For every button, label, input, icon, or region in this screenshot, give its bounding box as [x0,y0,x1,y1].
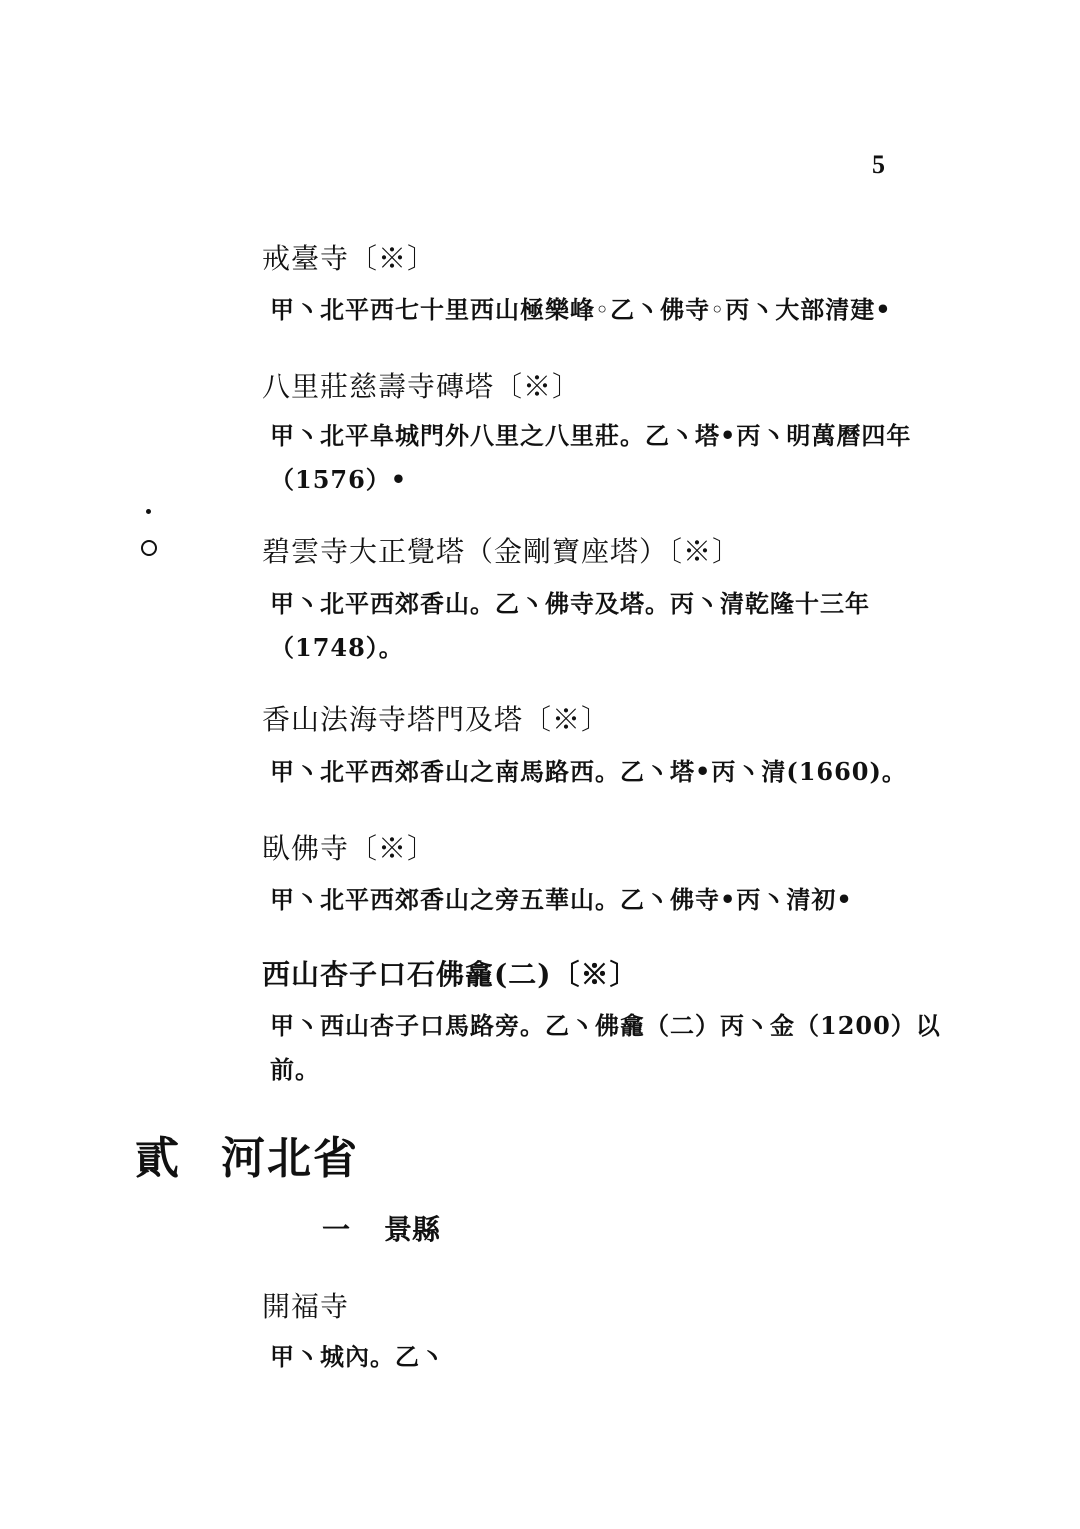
entry-description: 甲丶北平西七十里西山極樂峰◦乙丶佛寺◦丙丶大部清建• [270,295,892,324]
entry-title: 碧雲寺大正覺塔（金剛寶座塔）〔※〕 [262,535,742,568]
entry-description: 甲丶北平西郊香山之南馬路西。乙丶塔•丙丶清(1660)。 [270,757,907,786]
subsection-number: 一 [322,1213,351,1246]
page-number: 5 [872,150,885,179]
entry-title: 開福寺 [262,1290,350,1323]
entry-title: 戒臺寺〔※〕 [262,242,437,275]
section-heading [135,1122,359,1186]
section-title: 河北省 [221,1133,359,1184]
entry-title: 香山法海寺塔門及塔〔※〕 [262,703,611,736]
entry-description: 甲丶北平西郊香山。乙丶佛寺及塔。丙丶清乾隆十三年（1748）。 [270,589,870,662]
section-number: 貳 [135,1133,181,1184]
entry-title: 八里莊慈壽寺磚塔〔※〕 [262,370,582,403]
subsection-title: 景縣 [384,1213,441,1246]
subsection-heading [322,1208,440,1248]
margin-circle-mark [141,540,157,556]
entry-description: 甲丶城內。乙丶 [270,1342,445,1371]
entry-description: 甲丶北平西郊香山之旁五華山。乙丶佛寺•丙丶清初• [270,885,853,914]
entry-description: 甲丶西山杏子口馬路旁。乙丶佛龕（二）丙丶金（1200）以前。 [270,1011,941,1084]
entry-title: 西山杏子口石佛龕(二)〔※〕 [262,958,639,991]
margin-dot-mark [146,509,151,514]
entry-title: 臥佛寺〔※〕 [262,832,437,865]
entry-description: 甲丶北平阜城門外八里之八里莊。乙丶塔•丙丶明萬曆四年（1576）• [270,421,912,494]
